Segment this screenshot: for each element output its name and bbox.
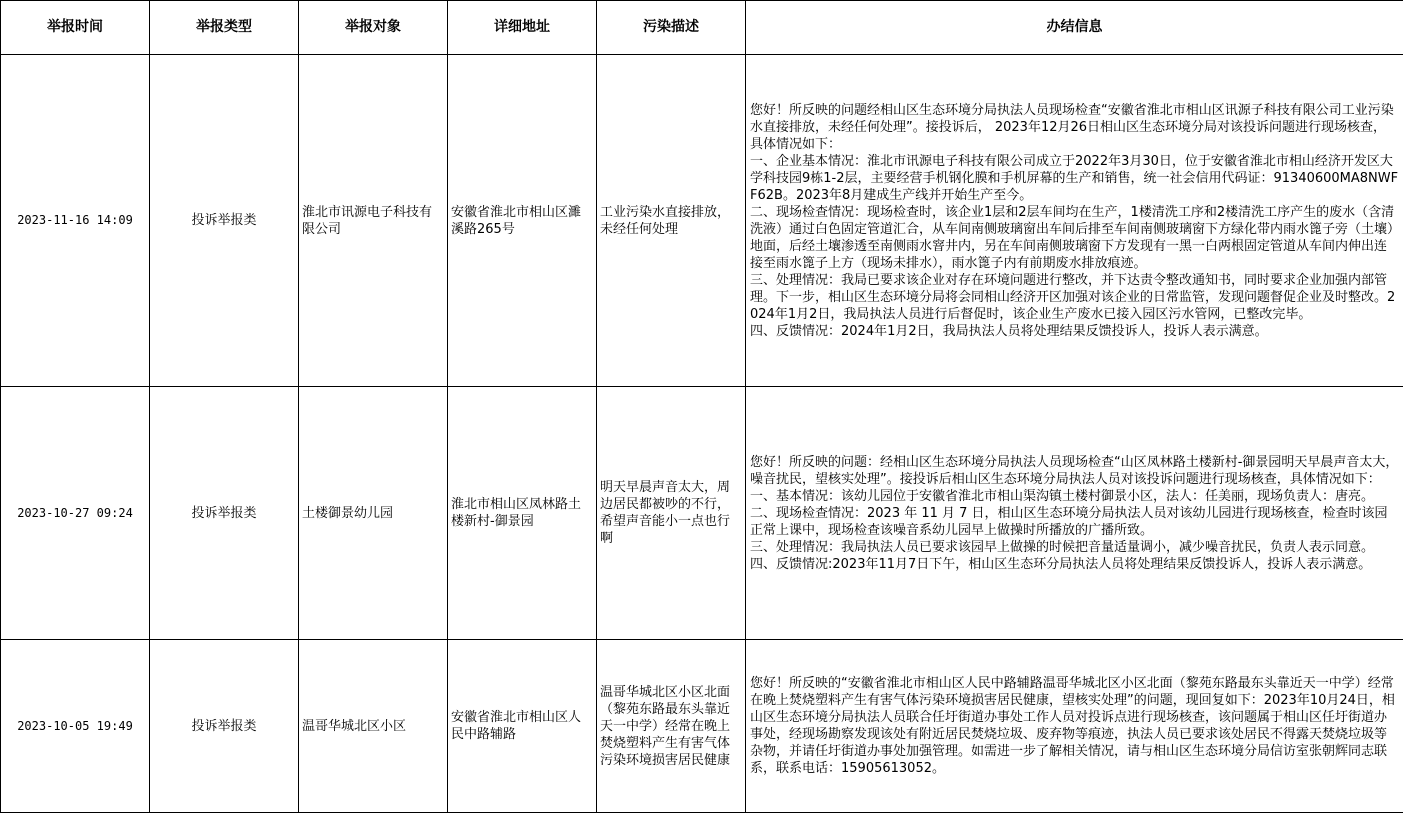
result-info-text: 您好！所反映的问题：经相山区生态环境分局执法人员现场检查“山区凤林路土楼新村-御景园明天早晨声音太大，噪音扰民，望核实处理”。接投诉后相山区生态环境分局执法人员对该投诉问题进行现场核查，具体情况如下： 一、基本情况：该幼儿园位于安徽省淮北市相山渠沟镇土楼村御景小区，法人：任美丽，现场负责人：唐亮。 二、现场检查情况：2023 年 11 月 7 日，相山区生态环境分局执法人员对该幼儿园进行现场核查，检查时该园正常上课中，现场检查该噪音系幼儿园早上做操时所播放的广播所致。 三、处理情况：我局执法人员已要求该园早上做操的时候把音量适量调小，减少噪音扰民，负责人表示同意。 四、反馈情况:2023年11月7日下午，相山区生态环分局执法人员将处理结果反馈投诉人，投诉人表示满意。 — [750, 454, 1399, 572]
result-info-cell — [746, 55, 1403, 387]
report-target-cell: 土楼御景幼儿园 — [299, 387, 448, 640]
table-row — [1, 640, 1403, 813]
description-cell: 温哥华城北区小区北面（黎苑东路最东头靠近天一中学）经常在晚上焚烧塑料产生有害气体污染环境损害居民健康 — [597, 640, 746, 813]
result-info-cell — [746, 387, 1403, 640]
result-info-text: 您好！所反映的问题经相山区生态环境分局执法人员现场检查“安徽省淮北市相山区讯源子科技有限公司工业污染水直接排放，未经任何处理”。接投诉后， 2023年12月26日相山区生态环境分局对该投诉问题进行现场核查，具体情况如下： 一、企业基本情况：淮北市讯源电子科技有限公司成立于2022年3月30日，位于安徽省淮北市相山经济开发区大学科技园9栋1-2层，主要经营手机钢化膜和手机屏幕的生产和销售，统一社会信用代码证：91340600MA8NWFF62B。2023年8月建成生产线并开始生产至今。 二、现场检查情况：现场检查时，该企业1层和2层车间均在生产，1楼清洗工序和2楼清洗工序产生的废水（含清洗液）通过白色固定管道汇合，从车间南侧玻璃窗出车间后排至车间南侧玻璃窗下方绿化带内雨水篦子旁（土壤）地面，后经土壤渗透至南侧雨水窨井内，另在车间南侧玻璃窗下方发现有一黑一白两根固定管道从车间内伸出连接至雨水篦子上方（现场未排水），雨水篦子内有前期废水排放痕迹。 三、处理情况：我局已要求该企业对存在环境问题进行整改，并下达责令整改通知书，同时要求企业加强内部管理。下一步，相山区生态环境分局将会同相山经济开区加强对该企业的日常监管，发现问题督促企业及时整改。2024年1月2日，我局执法人员进行后督促时，该企业生产废水已接入园区污水管网，已整改完毕。 四、反馈情况：2024年1月2日，我局执法人员将处理结果反馈投诉人，投诉人表示满意。 — [750, 102, 1399, 339]
report-time-cell: 2023-10-05 19:49 — [1, 640, 150, 813]
result-info-cell — [746, 640, 1403, 813]
description-cell: 工业污染水直接排放，未经任何处理 — [597, 55, 746, 387]
description-cell: 明天早晨声音太大，周边居民都被吵的不行，希望声音能小一点也行啊 — [597, 387, 746, 640]
table-row — [1, 55, 1403, 387]
report-type-cell: 投诉举报类 — [150, 640, 299, 813]
report-time-cell: 2023-10-27 09:24 — [1, 387, 150, 640]
header-address: 详细地址 — [448, 1, 597, 55]
header-report-type: 举报类型 — [150, 1, 299, 55]
header-row — [1, 1, 1403, 55]
header-pollution-description: 污染描述 — [597, 1, 746, 55]
report-type-cell: 投诉举报类 — [150, 387, 299, 640]
header-report-time: 举报时间 — [1, 1, 150, 55]
report-target-cell: 温哥华城北区小区 — [299, 640, 448, 813]
report-time-cell: 2023-11-16 14:09 — [1, 55, 150, 387]
address-cell: 安徽省淮北市相山区濉溪路265号 — [448, 55, 597, 387]
address-cell: 淮北市相山区凤林路土楼新村-御景园 — [448, 387, 597, 640]
table-row — [1, 387, 1403, 640]
header-result-info: 办结信息 — [746, 1, 1403, 55]
header-report-target: 举报对象 — [299, 1, 448, 55]
report-target-cell: 淮北市讯源电子科技有限公司 — [299, 55, 448, 387]
address-cell: 安徽省淮北市相山区人民中路辅路 — [448, 640, 597, 813]
result-info-text: 您好！所反映的“安徽省淮北市相山区人民中路辅路温哥华城北区小区北面（黎苑东路最东头靠近天一中学）经常在晚上焚烧塑料产生有害气体污染环境损害居民健康，望核实处理”的问题，现回复如下：2023年10月24日，相山区生态环境分局执法人员联合任圩街道办事处工作人员对投诉点进行现场核查，该问题属于相山区任圩街道办事处，经现场勘察发现该处有附近居民焚烧垃圾、废弃物等痕迹，执法人员已要求该处居民不得露天焚烧垃圾等杂物，并请任圩街道办事处加强管理。如需进一步了解相关情况，请与相山区生态环境分局信访室张朝辉同志联系，联系电话：15905613052。 — [750, 676, 1395, 776]
report-type-cell: 投诉举报类 — [150, 55, 299, 387]
